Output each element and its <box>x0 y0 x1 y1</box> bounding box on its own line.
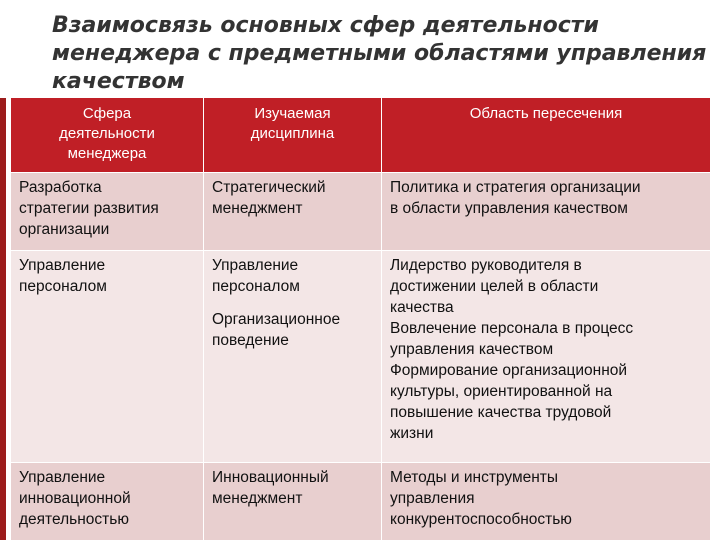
page-title <box>52 12 712 96</box>
header-discipline: Изучаемая дисциплина <box>204 98 382 173</box>
table-row <box>11 251 711 463</box>
header-sphere: Сфера деятельности менеджера <box>11 98 204 173</box>
cell-intersection: Политика и стратегия организации в области управления качеством <box>382 173 711 251</box>
cell-discipline: Стратегический менеджмент <box>204 173 382 251</box>
cell-sphere: Управление персоналом <box>11 251 204 463</box>
cell-discipline: Управление персоналом Организационное поведение <box>204 251 382 463</box>
left-accent-bar <box>0 98 6 540</box>
table-row <box>11 463 711 541</box>
title-line-2: менеджера с предметными областями управления <box>52 41 707 66</box>
quality-management-table <box>10 97 711 541</box>
cell-intersection: Методы и инструменты управления конкурентоспособностью <box>382 463 711 541</box>
cell-intersection: Лидерство руководителя в достижении целей в области качества Вовлечение персонала в процесс управления качеством Формирование организационной культуры, ориентированной на повышение качества трудовой жизни <box>382 251 711 463</box>
cell-sphere: Управление инновационной деятельностью <box>11 463 204 541</box>
cell-discipline: Инновационный менеджмент <box>204 463 382 541</box>
title-line-1: Взаимосвязь основных сфер деятельности <box>52 13 599 38</box>
table-header-row <box>11 98 711 173</box>
title-line-3: качеством <box>52 69 185 94</box>
header-intersection: Область пересечения <box>382 98 711 173</box>
table-row <box>11 173 711 251</box>
cell-sphere: Разработка стратегии развития организации <box>11 173 204 251</box>
